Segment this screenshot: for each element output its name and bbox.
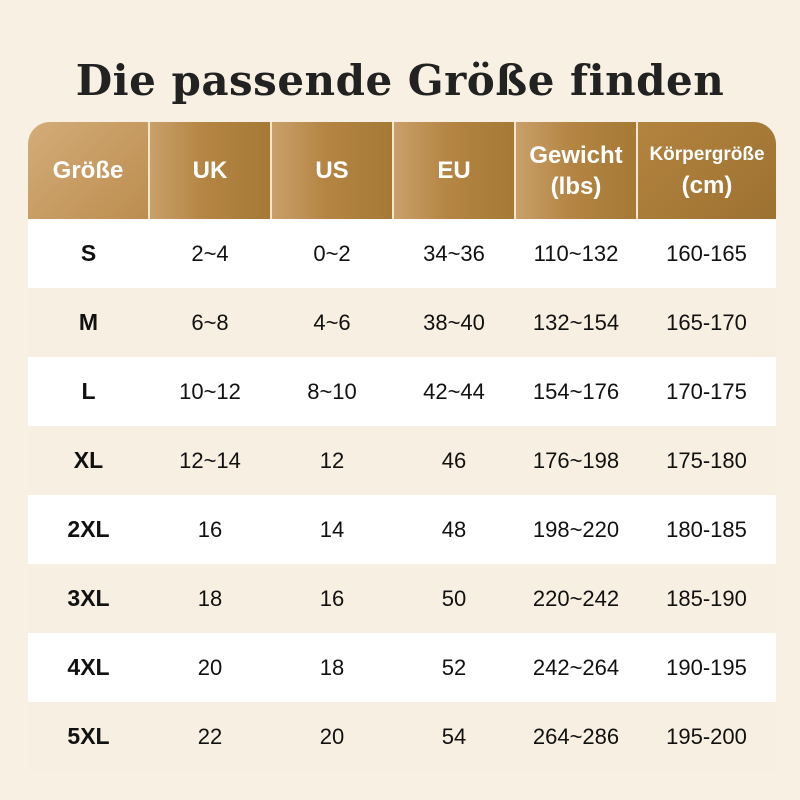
- cell-us: 18: [271, 633, 393, 702]
- cell-uk: 16: [149, 495, 271, 564]
- cell-us: 4~6: [271, 288, 393, 357]
- table-row: [28, 219, 776, 288]
- header-weight-label: Gewicht: [529, 141, 623, 169]
- cell-us: 8~10: [271, 357, 393, 426]
- header-eu: [393, 122, 515, 219]
- cell-weight: 176~198: [515, 426, 637, 495]
- cell-size: XL: [28, 426, 149, 495]
- cell-eu: 46: [393, 426, 515, 495]
- cell-height: 175-180: [637, 426, 776, 495]
- cell-size: L: [28, 357, 149, 426]
- cell-height: 180-185: [637, 495, 776, 564]
- cell-uk: 12~14: [149, 426, 271, 495]
- table-row: [28, 702, 776, 771]
- cell-eu: 38~40: [393, 288, 515, 357]
- cell-eu: 48: [393, 495, 515, 564]
- cell-weight: 198~220: [515, 495, 637, 564]
- cell-us: 14: [271, 495, 393, 564]
- header-size-label: Größe: [52, 157, 124, 184]
- header-us: [271, 122, 393, 219]
- cell-eu: 54: [393, 702, 515, 771]
- cell-uk: 18: [149, 564, 271, 633]
- size-chart-table: [28, 122, 776, 771]
- cell-size: 4XL: [28, 633, 149, 702]
- cell-uk: 6~8: [149, 288, 271, 357]
- table-row: [28, 564, 776, 633]
- cell-uk: 20: [149, 633, 271, 702]
- cell-us: 0~2: [271, 219, 393, 288]
- header-height: [637, 122, 776, 219]
- cell-uk: 22: [149, 702, 271, 771]
- cell-us: 20: [271, 702, 393, 771]
- header-weight: [515, 122, 637, 219]
- table-row: [28, 288, 776, 357]
- cell-height: 170-175: [637, 357, 776, 426]
- cell-size: 2XL: [28, 495, 149, 564]
- header-size: [28, 122, 149, 219]
- table-row: [28, 357, 776, 426]
- page-title: Die passende Größe finden: [75, 56, 725, 106]
- cell-height: 185-190: [637, 564, 776, 633]
- cell-uk: 10~12: [149, 357, 271, 426]
- cell-weight: 154~176: [515, 357, 637, 426]
- header-eu-label: EU: [437, 157, 471, 184]
- header-weight-unit: (lbs): [550, 172, 602, 200]
- cell-us: 16: [271, 564, 393, 633]
- cell-height: 195-200: [637, 702, 776, 771]
- cell-size: 3XL: [28, 564, 149, 633]
- cell-eu: 52: [393, 633, 515, 702]
- cell-eu: 50: [393, 564, 515, 633]
- header-uk: [149, 122, 271, 219]
- cell-weight: 220~242: [515, 564, 637, 633]
- header-us-label: US: [315, 157, 349, 184]
- cell-eu: 42~44: [393, 357, 515, 426]
- cell-size: 5XL: [28, 702, 149, 771]
- table-row: [28, 495, 776, 564]
- cell-height: 190-195: [637, 633, 776, 702]
- cell-uk: 2~4: [149, 219, 271, 288]
- cell-size: S: [28, 219, 149, 288]
- cell-height: 160-165: [637, 219, 776, 288]
- cell-height: 165-170: [637, 288, 776, 357]
- cell-weight: 242~264: [515, 633, 637, 702]
- table-row: [28, 633, 776, 702]
- header-uk-label: UK: [192, 157, 228, 184]
- cell-eu: 34~36: [393, 219, 515, 288]
- header-height-unit: (cm): [681, 171, 733, 199]
- cell-weight: 110~132: [515, 219, 637, 288]
- header-height-label: Körpergröße: [649, 143, 765, 165]
- header-row: [28, 122, 776, 219]
- cell-us: 12: [271, 426, 393, 495]
- cell-weight: 132~154: [515, 288, 637, 357]
- table-row: [28, 426, 776, 495]
- cell-weight: 264~286: [515, 702, 637, 771]
- cell-size: M: [28, 288, 149, 357]
